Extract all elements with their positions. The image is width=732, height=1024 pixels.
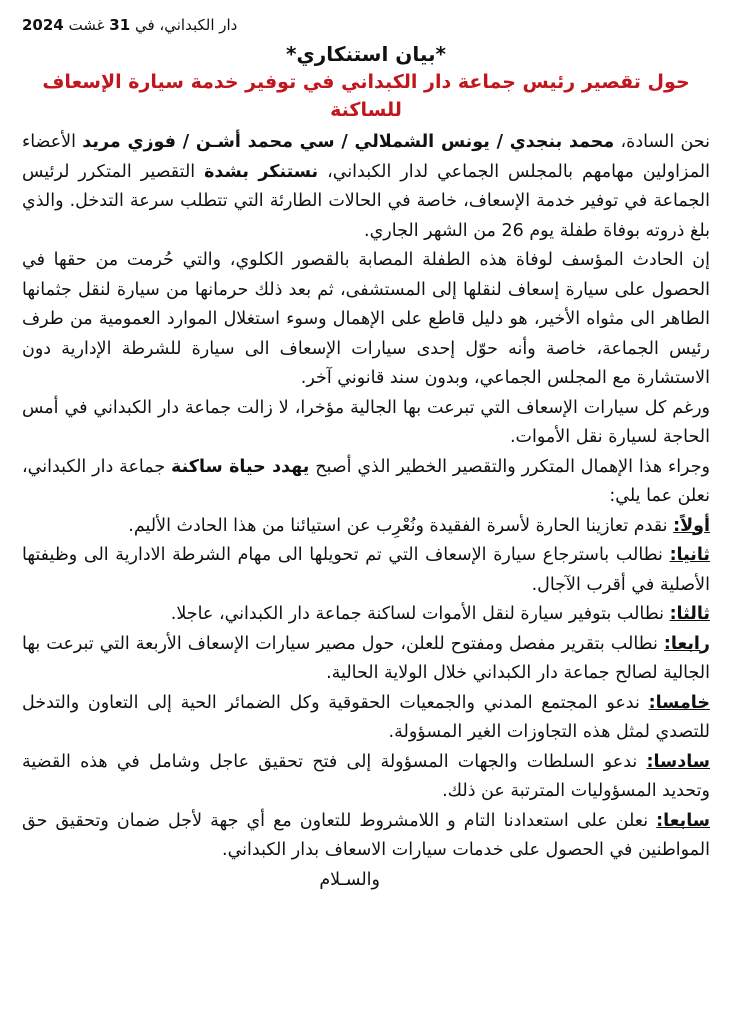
point-2 bbox=[22, 541, 710, 600]
dateline-year: 2024 bbox=[22, 16, 64, 34]
declaration-text-a: وجراء هذا الإهمال المتكرر والتقصير الخطير الذي أصبح bbox=[315, 456, 710, 477]
point-5 bbox=[22, 689, 710, 748]
closing-salutation: والسـلام bbox=[319, 869, 380, 890]
point-1 bbox=[22, 512, 710, 542]
intro-text-1: الأعضاء المزاولين مهامهم بالمجلس الجماعي لدار الكبداني، bbox=[22, 132, 710, 182]
statement-subtitle: حول تقصير رئيس جماعة دار الكبداني في توفير خدمة سيارة الإسعاف للساكنة bbox=[42, 71, 690, 121]
point-3 bbox=[22, 600, 710, 630]
point-label: ثانيا: bbox=[669, 545, 710, 565]
declaration-paragraph bbox=[22, 453, 710, 512]
point-label: خامسا: bbox=[648, 692, 710, 713]
point-label: ثالثا: bbox=[669, 604, 710, 624]
point-text: ندعو المجتمع المدني والجمعيات الحقوقية وكل الضمائر الحية إلى التعاون والتدخل للتصدي لمثل هذه التجاوزات الغير المسؤولة. bbox=[22, 692, 710, 742]
point-text: نطالب بتوفير سيارة لنقل الأموات لساكنة جماعة دار الكبداني، عاجلا. bbox=[170, 604, 664, 624]
point-7 bbox=[22, 807, 710, 866]
intro-paragraph bbox=[22, 128, 710, 246]
dateline-day: 31 bbox=[109, 16, 131, 34]
point-label: أولاً: bbox=[673, 515, 710, 536]
dateline-place: دار الكبداني، في bbox=[134, 16, 238, 34]
donation-paragraph: ورغم كل سيارات الإسعاف التي تبرعت بها الجالية مؤخرا، لا زالت جماعة دار الكبداني في أمس الحاجة لسيارة نقل الأموات. bbox=[22, 397, 710, 447]
declaration-strong: يهدد حياة ساكنة bbox=[171, 456, 310, 477]
dateline-month: غشت bbox=[68, 16, 105, 34]
declaration-text-b: جماعة دار الكبداني، نعلن عما يلي: bbox=[22, 456, 710, 506]
point-label: سابعا: bbox=[656, 810, 710, 831]
point-text: نعلن على استعدادنا التام و اللامشروط للتعاون مع أي جهة لأجل ضمان وتحقيق حق المواطنين في الحصول على خدمات سيارات الاسعاف بدار الكبداني. bbox=[22, 810, 710, 860]
point-text: نطالب باسترجاع سيارة الإسعاف التي تم تحويلها الى مهام الشرطة الادارية الى وظيفتها الأصلية في أقرب الآجال. bbox=[22, 545, 710, 595]
signatory-names: محمد بنجدي / يونس الشملالي / سي محمد أشـن / فوزي مريد bbox=[82, 132, 615, 152]
incident-paragraph: إن الحادث المؤسف لوفاة هذه الطفلة المصابة بالقصور الكلوي، والتي حُرمت من حقها في الحصول على سيارة إسعاف لنقلها إلى المستشفى، ثم بعد ذلك حرمانها من سيارة لنقل جثمانها الطاهر الى مثواه الأخير، هو دليل قاطع على الإهمال وسوء استغلال الموارد العمومية من طرف رئيس الجماعة، خاصة وأنه حوّل إحدى سيارات الإسعاف الى سيارة للشرطة الإدارية دون الاستشارة مع المجلس الجماعي، وبدون سند قانوني آخر. bbox=[22, 250, 710, 388]
point-label: سادسا: bbox=[646, 751, 710, 772]
point-text: نقدم تعازينا الحارة لأسرة الفقيدة ونُعْرِب عن استيائنا من هذا الحادث الأليم. bbox=[128, 515, 668, 536]
intro-lead: نحن السادة، bbox=[620, 132, 710, 152]
point-text: ندعو السلطات والجهات المسؤولة إلى فتح تحقيق عاجل وشامل في هذه القضية وتحديد المسؤوليات المترتبة عن ذلك. bbox=[22, 751, 710, 801]
statement-title: *بيان استنكاري* bbox=[286, 42, 446, 66]
point-label: رابعا: bbox=[663, 633, 710, 654]
dateline bbox=[22, 14, 710, 36]
point-6 bbox=[22, 748, 710, 807]
point-text: نطالب بتقرير مفصل ومفتوح للعلن، حول مصير سيارات الإسعاف الأربعة التي تبرعت بها الجالية لصالح جماعة دار الكبداني خلال الولاية الحالية. bbox=[22, 633, 710, 683]
intro-text-2: التقصير المتكرر لرئيس الجماعة في توفير خدمة الإسعاف، خاصة في الحالات الطارئة التي تتطلب سرعة التدخل. والذي بلغ ذروته بوفاة طفلة يوم 26 من الشهر الجاري. bbox=[22, 161, 710, 241]
point-4 bbox=[22, 630, 710, 689]
intro-strong: نستنكر بشدة bbox=[204, 161, 319, 182]
